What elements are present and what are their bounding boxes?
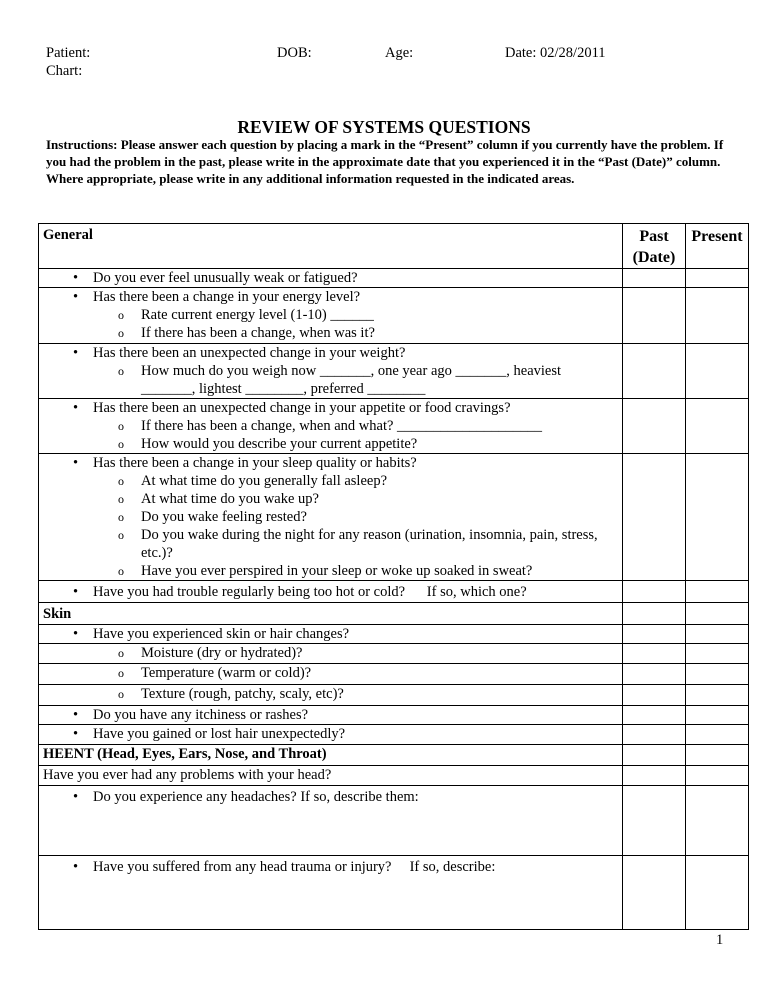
sub-question: o Do you wake during the night for any reason (urination, insomnia, pain, stress,	[43, 526, 622, 544]
sub-question: o Do you wake feeling rested?	[43, 508, 622, 526]
question: • Have you suffered from any head trauma or injury? If so, describe:	[43, 858, 622, 876]
question: • Has there been a change in your energy level?	[43, 288, 622, 306]
sub-question: o Have you ever perspired in your sleep or woke up soaked in sweat?	[43, 562, 622, 580]
section-row	[39, 745, 749, 766]
sub-question: o How would you describe your current appetite?	[43, 435, 622, 453]
question: • Have you experienced skin or hair changes?	[43, 625, 622, 643]
present-cell[interactable]	[686, 725, 749, 745]
past-date-cell[interactable]	[623, 644, 686, 664]
table-row	[39, 454, 749, 581]
dob-label: DOB:	[277, 45, 312, 61]
past-date-cell[interactable]	[623, 344, 686, 399]
table-row	[39, 766, 749, 786]
question: Have you ever had any problems with your head?	[39, 766, 623, 786]
sub-question: o Texture (rough, patchy, scaly, etc)?	[43, 685, 622, 703]
past-date-cell[interactable]	[623, 745, 686, 766]
table-row	[39, 644, 749, 664]
past-date-cell[interactable]	[623, 856, 686, 930]
question: • Have you gained or lost hair unexpectedly?	[43, 725, 622, 743]
chart-label: Chart:	[46, 63, 83, 79]
past-date-cell[interactable]	[623, 581, 686, 603]
question: • Do you ever feel unusually weak or fatigued?	[43, 269, 622, 287]
section-general: General	[39, 224, 623, 269]
present-cell[interactable]	[686, 706, 749, 725]
table-row	[39, 344, 749, 399]
present-cell[interactable]	[686, 288, 749, 344]
question: • Do you have any itchiness or rashes?	[43, 706, 622, 724]
question: • Has there been an unexpected change in your appetite or food cravings?	[43, 399, 622, 417]
question: • Has there been a change in your sleep quality or habits?	[43, 454, 622, 472]
sub-question-continued: _______, lightest ________, preferred ________	[141, 381, 426, 397]
sub-question: o At what time do you wake up?	[43, 490, 622, 508]
present-cell[interactable]	[686, 344, 749, 399]
present-cell[interactable]	[686, 685, 749, 706]
table-row	[39, 685, 749, 706]
question: • Has there been an unexpected change in your weight?	[43, 344, 622, 362]
table-header-row	[39, 224, 749, 269]
past-date-cell[interactable]	[623, 786, 686, 856]
sub-question-continued: etc.)?	[141, 545, 173, 561]
sub-question: o Temperature (warm or cold)?	[43, 664, 622, 682]
date-label: Date: 02/28/2011	[505, 45, 606, 61]
table-row	[39, 269, 749, 288]
present-cell[interactable]	[686, 856, 749, 930]
past-date-cell[interactable]	[623, 269, 686, 288]
column-past-date: Past (Date)	[623, 224, 686, 269]
table-row	[39, 288, 749, 344]
section-heent: HEENT (Head, Eyes, Ears, Nose, and Throat)	[39, 745, 623, 766]
page-number: 1	[716, 932, 724, 948]
present-cell[interactable]	[686, 581, 749, 603]
table-row	[39, 856, 749, 930]
past-date-cell[interactable]	[623, 454, 686, 581]
present-cell[interactable]	[686, 745, 749, 766]
review-of-systems-table	[38, 223, 749, 930]
sub-question: o If there has been a change, when and what? ____________________	[43, 417, 622, 435]
sub-question: o If there has been a change, when was it?	[43, 324, 622, 342]
present-cell[interactable]	[686, 603, 749, 625]
present-cell[interactable]	[686, 766, 749, 786]
present-cell[interactable]	[686, 454, 749, 581]
sub-question: o Moisture (dry or hydrated)?	[43, 644, 622, 662]
past-date-cell[interactable]	[623, 625, 686, 644]
sub-question: o At what time do you generally fall asleep?	[43, 472, 622, 490]
question: • Do you experience any headaches? If so, describe them:	[43, 788, 622, 806]
table-row	[39, 399, 749, 454]
table-row	[39, 725, 749, 745]
past-date-cell[interactable]	[623, 706, 686, 725]
present-cell[interactable]	[686, 269, 749, 288]
present-cell[interactable]	[686, 625, 749, 644]
table-row	[39, 664, 749, 685]
past-date-cell[interactable]	[623, 725, 686, 745]
past-date-cell[interactable]	[623, 664, 686, 685]
column-present: Present	[686, 224, 749, 269]
sub-question: o How much do you weigh now _______, one year ago _______, heaviest	[43, 362, 622, 380]
table-row	[39, 786, 749, 856]
table-row	[39, 625, 749, 644]
instructions: Instructions: Please answer each question by placing a mark in the “Present” column if you currently have the problem. If you had the problem in the past, please write in the approximate date that you experienced it in the “Past (Date)” column. Where appropriate, please write in any additional information requested in the indicated areas.	[46, 137, 724, 186]
sub-question: o Rate current energy level (1-10) ______	[43, 306, 622, 324]
question: • Have you had trouble regularly being too hot or cold? If so, which one?	[43, 583, 622, 601]
section-skin: Skin	[39, 603, 623, 625]
past-date-cell[interactable]	[623, 685, 686, 706]
past-date-cell[interactable]	[623, 766, 686, 786]
past-date-cell[interactable]	[623, 603, 686, 625]
past-date-cell[interactable]	[623, 399, 686, 454]
present-cell[interactable]	[686, 644, 749, 664]
page-title: REVIEW OF SYSTEMS QUESTIONS	[237, 117, 531, 137]
table-row	[39, 581, 749, 603]
table-row	[39, 706, 749, 725]
present-cell[interactable]	[686, 664, 749, 685]
past-date-cell[interactable]	[623, 288, 686, 344]
age-label: Age:	[385, 45, 414, 61]
section-row	[39, 603, 749, 625]
present-cell[interactable]	[686, 786, 749, 856]
patient-label: Patient:	[46, 45, 91, 61]
present-cell[interactable]	[686, 399, 749, 454]
